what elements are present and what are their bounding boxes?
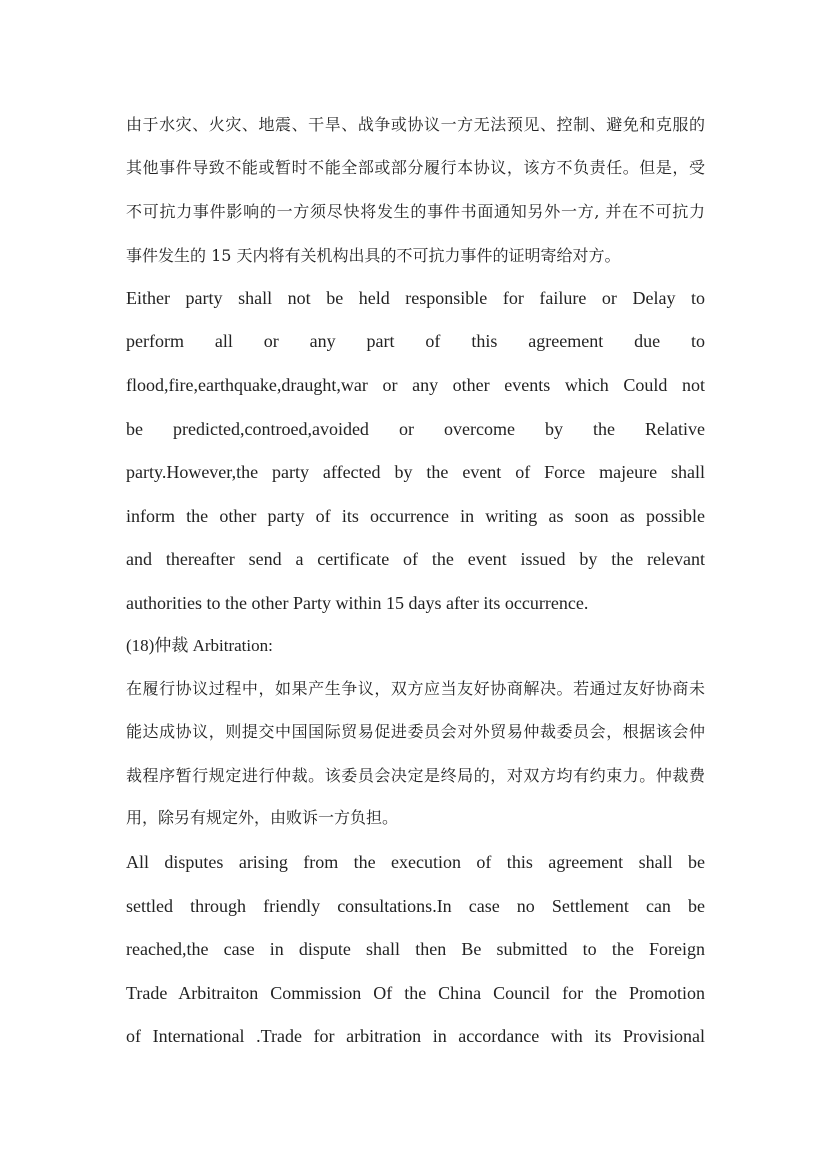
fm-en-line: perform all or any part of this agreement due to bbox=[126, 331, 705, 351]
arb-en-line: All disputes arising from the execution of this agreement shall be bbox=[126, 852, 705, 872]
arb-en-line: settled through friendly consultations.In case no Settlement can be bbox=[126, 896, 705, 916]
fm-en-line: be predicted,controed,avoided or overcome by the Relative bbox=[126, 419, 705, 439]
arbitration-heading: (18)仲裁 Arbitration: bbox=[126, 636, 273, 655]
arb-en-line: Trade Arbitraiton Commission Of the China Council for the Promotion bbox=[126, 983, 705, 1003]
fm-en-line: authorities to the other Party within 15 days after its occurrence. bbox=[126, 593, 589, 613]
fm-en-line: and thereafter send a certificate of the event issued by the relevant bbox=[126, 549, 705, 569]
fm-cn-line: 事件发生的 15 天内将有关机构出具的不可抗力事件的证明寄给对方。 bbox=[126, 246, 621, 265]
fm-en-line: Either party shall not be held responsible for failure or Delay to bbox=[126, 288, 705, 308]
fm-en-line: party.However,the party affected by the event of Force majeure shall bbox=[126, 462, 705, 482]
arb-cn-line: 用，除另有规定外，由败诉一方负担。 bbox=[126, 808, 399, 827]
fm-cn-line: 不可抗力事件影响的一方须尽快将发生的事件书面通知另外一方, 并在不可抗力 bbox=[126, 202, 705, 221]
arb-cn-line: 在履行协议过程中，如果产生争议，双方应当友好协商解决。若通过友好协商未 bbox=[126, 679, 705, 698]
arb-cn-line: 能达成协议，则提交中国国际贸易促进委员会对外贸易仲裁委员会，根据该会仲 bbox=[126, 722, 705, 741]
arb-en-line: reached,the case in dispute shall then Be submitted to the Foreign bbox=[126, 939, 705, 959]
arb-cn-line: 裁程序暂行规定进行仲裁。该委员会决定是终局的，对双方均有约束力。仲裁费 bbox=[126, 766, 705, 785]
fm-cn-line: 由于水灾、火灾、地震、干旱、战争或协议一方无法预见、控制、避免和克服的 bbox=[126, 115, 705, 134]
fm-en-line: flood,fire,earthquake,draught,war or any other events which Could not bbox=[126, 375, 705, 395]
fm-cn-line: 其他事件导致不能或暂时不能全部或部分履行本协议，该方不负责任。但是，受 bbox=[126, 158, 705, 177]
fm-en-line: inform the other party of its occurrence in writing as soon as possible bbox=[126, 506, 705, 526]
arb-en-line: of International .Trade for arbitration in accordance with its Provisional bbox=[126, 1026, 705, 1046]
